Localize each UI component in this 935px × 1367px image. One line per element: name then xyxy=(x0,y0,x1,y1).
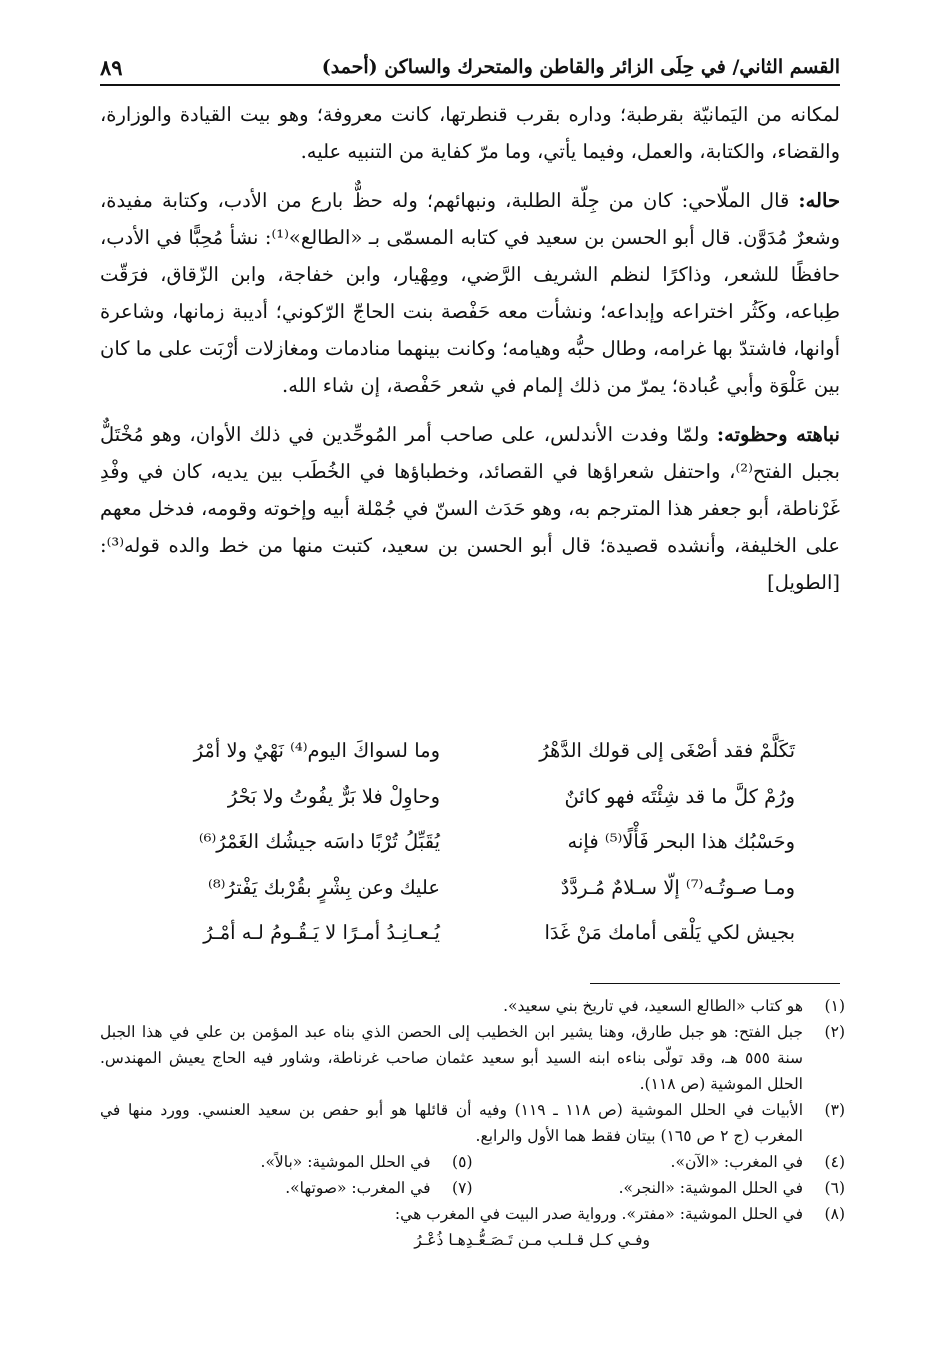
paragraph-text: ولمّا وفدت الأندلس، على صاحب أمر المُوحِّدين في ذلك الأوان، وهو مُخْتَلٌّ بجبل الفتح⁽²⁾، واحتفل شعراؤها في القصائد، وخطباؤها في الخُطَب بين يديه، كان في وفْدِ غَرْناطة، أبو جعفر هذا المترجم به، وهو حَدَث السنّ في جُمْلة أبيه وإخوته وقومه، فدخل معهم على الخليفة، وأنشده قصيدة؛ قال أبو الحسن بن سعيد، كتبت منها من خط والده قوله⁽³⁾: [الطويل] xyxy=(100,423,840,594)
page-header xyxy=(100,50,840,86)
footnote xyxy=(100,1201,845,1227)
verse-first-hemistich: ورُمْ كلَّ ما قد شِئْتَه فهو كائنٌ xyxy=(564,784,795,808)
footnote xyxy=(100,1175,473,1201)
footnote-number: (٧) xyxy=(452,1179,473,1197)
footnote-text: في الحلل الموشية: «مفتر». ورواية صدر البيت في المغرب هي: xyxy=(394,1205,803,1223)
poem xyxy=(140,728,795,956)
poem-verse xyxy=(140,774,795,820)
page-number: ٨٩ xyxy=(100,54,123,80)
footnote-divider xyxy=(590,983,840,984)
footnote-text: في المغرب: «الآن». xyxy=(670,1153,803,1171)
footnote xyxy=(100,993,845,1019)
section-lead: نباهته وحظوته: xyxy=(716,423,840,446)
verse-second-hemistich: وحاوِلْ فلا بَرٌّ يفُوتُ ولا بَحْرُ xyxy=(227,784,440,808)
verse-second-hemistich: عليك وعن بِشْرٍ بقُرْبك يَفْترُ⁽⁸⁾ xyxy=(208,875,440,899)
footnote xyxy=(100,1149,473,1175)
footnote-text: في الحلل الموشية: «النجر». xyxy=(618,1179,803,1197)
main-text xyxy=(100,96,840,613)
footnote-verse: وفـي كـل قـلـب مـن تَـصَـعُّـدِهـا ذُعْـرُ xyxy=(414,1231,650,1249)
footnote-number: (٤) xyxy=(824,1153,845,1171)
footnote-text: في المغرب: «صوتها». xyxy=(285,1179,431,1197)
footnote-number: (١) xyxy=(824,997,845,1015)
footnotes xyxy=(100,993,845,1253)
footnote-number: (٦) xyxy=(824,1179,845,1197)
footnote-row xyxy=(100,1175,845,1201)
footnote-number: (٣) xyxy=(824,1101,845,1119)
running-head: القسم الثاني/ في حِلَى الزائر والقاطن والمتحرك والساكن (أحمد) xyxy=(321,56,840,78)
footnote xyxy=(100,1019,845,1097)
verse-second-hemistich: يُقَبِّلُ تُرْبًا داسَه جيشُك الغَمْرُ⁽⁶⁾ xyxy=(198,830,440,854)
paragraph xyxy=(100,416,840,601)
paragraph xyxy=(100,182,840,404)
footnote-text: جبل الفتح: هو جبل طارق، وهنا يشير ابن الخطيب إلى الحصن الذي بناه عبد المؤمن بن علي في هذا الجبل سنة ٥٥٥ هـ، وقد تولّى بناءه ابنه السيد أبو سعيد عثمان صاحب غرناطة، وشاور فيه الحاج يعيش المهندس. الحلل الموشية (ص ١١٨). xyxy=(100,1023,803,1093)
poem-verse xyxy=(140,819,795,865)
footnote xyxy=(100,1097,845,1149)
verse-first-hemistich: تَكَلَّمْ فقد أصْغَى إلى قولك الدَّهْرُ xyxy=(539,739,795,763)
footnote-number: (٥) xyxy=(452,1153,473,1171)
poem-verse xyxy=(140,728,795,774)
paragraph xyxy=(100,96,840,170)
footnote-number: (٨) xyxy=(824,1205,845,1223)
footnote xyxy=(473,1149,846,1175)
poem-verse xyxy=(140,910,795,956)
footnote xyxy=(473,1175,846,1201)
verse-second-hemistich: وما لسواكَ اليوم⁽⁴⁾ نَهْيٌ ولا أمْرُ xyxy=(193,739,440,763)
footnote-text: الأبيات في الحلل الموشية (ص ١١٨ ـ ١١٩) وفيه أن قائلها هو أبو حفص بن سعيد العنسي. وورد منها في المغرب (ج ٢ ص ١٦٥) بيتان فقط هما الأول والرابع. xyxy=(100,1101,803,1145)
verse-first-hemistich: بجيش لكي يَلْقى أمامك مَنْ غَدَا xyxy=(544,921,795,945)
verse-first-hemistich: ومـا صـوتُـه⁽⁷⁾ إلّا سـلامٌ مُـردَّدٌ xyxy=(560,875,795,899)
footnote-number: (٢) xyxy=(824,1023,845,1041)
section-lead: حاله: xyxy=(798,189,840,212)
verse-second-hemistich: يُـعـانِـدُ أمـرًا لا يَـقُـومُ لـه أمْـرُ xyxy=(203,921,440,945)
poem-verse xyxy=(140,865,795,911)
footnote-row xyxy=(100,1149,845,1175)
footnote-text: في الحلل الموشية: «بالاً». xyxy=(260,1153,431,1171)
footnote-text: هو كتاب «الطالع السعيد، في تاريخ بني سعيد». xyxy=(503,997,803,1015)
verse-first-hemistich: وحَسْبُك هذا البحر فَأْلًا⁽⁵⁾ فإنه xyxy=(567,830,795,854)
paragraph-text: قال الملّاحي: كان من جِلّة الطلبة، ونبهائهم؛ وله حظٌّ بارع من الأدب، وكتابة مفيدة، وشعرٌ مُدَوَّن. قال أبو الحسن بن سعيد في كتابه المسمّى بـ «الطالع»⁽¹⁾: نشأ مُحِبًّا في الأدب، حافظًا للشعر، وذاكرًا لنظم الشريف الرَّضي، ومِهْيار، وابن خفاجة، وابن الزّقاق، فرَقّت طِباعه، وكَثُر اختراعه وإبداعه؛ ونشأت معه حَفْصة بنت الحاجّ الرّكوني؛ أديبة زمانها، وشاعرة أوانها، فاشتدّ بها غرامه، وطال حبُّه وهيامه؛ وكانت بينهما منادمات ومغازلات أرْبَت على ما كان بين عَلْوَة وأبي عُبادة؛ يمرّ من ذلك إلمام في شعر حَفْصة، إن شاء الله. xyxy=(100,189,840,397)
paragraph-text: لمكانه من اليَمانيّة بقرطبة؛ وداره بقرب قنطرتها، كانت معروفة؛ وهو بيت القيادة والوزارة، والقضاء، والكتابة، والعمل، وفيما يأتي، وما مرّ كفاية من التنبيه عليه. xyxy=(100,103,840,163)
